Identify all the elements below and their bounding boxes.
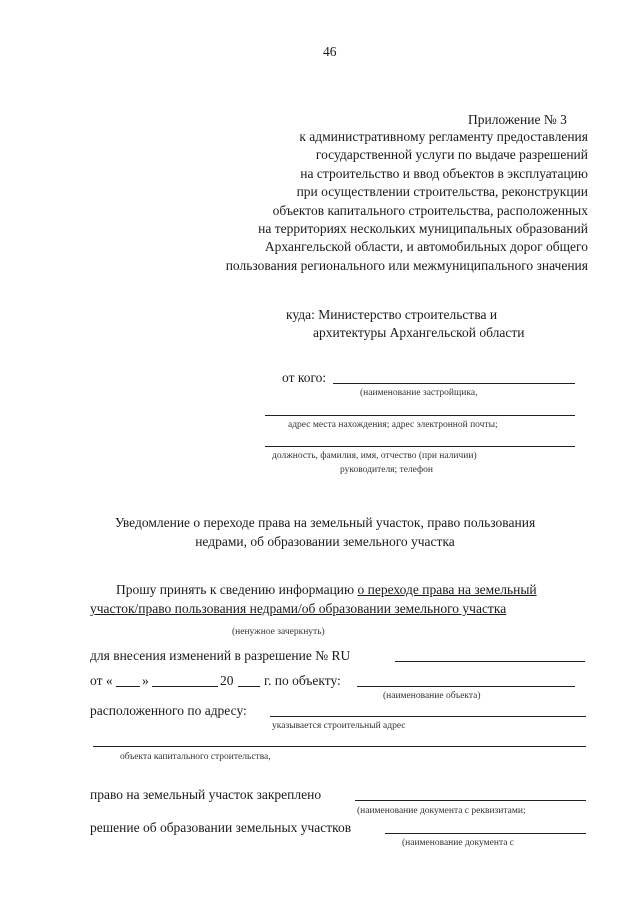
request-prefix: Прошу принять к сведению информацию bbox=[116, 582, 355, 597]
permit-number-field bbox=[395, 661, 585, 662]
address-field bbox=[270, 716, 586, 717]
request-text bbox=[116, 582, 537, 598]
date-month-field bbox=[152, 686, 218, 687]
heading-line-2: недрами, об образовании земельного участка bbox=[195, 534, 455, 549]
land-right-label: право на земельный участок закреплено bbox=[90, 787, 322, 802]
address-caption: указывается строительный адрес bbox=[272, 721, 406, 731]
address-label: расположенного по адресу: bbox=[90, 703, 247, 718]
sender-name-field bbox=[333, 383, 575, 384]
sender-caption-4: руководителя; телефон bbox=[340, 465, 433, 475]
appendix-line: Архангельской области, и автомобильных дорог общего bbox=[264, 239, 588, 255]
sender-label: от кого: bbox=[282, 370, 327, 385]
request-underlined-1: о переходе права на земельный bbox=[357, 582, 537, 597]
land-right-field bbox=[355, 800, 586, 801]
date-from: от « bbox=[90, 673, 113, 688]
strike-note: (ненужное зачеркнуть) bbox=[232, 627, 325, 637]
appendix-line: пользования регионального или межмуниципального значения bbox=[225, 257, 588, 273]
sender-address-field bbox=[265, 415, 575, 416]
appendix-line: на строительство и ввод объектов в эксплуатацию bbox=[300, 165, 588, 181]
land-right-caption: (наименование документа с реквизитами; bbox=[357, 806, 526, 816]
heading-line-1: Уведомление о переходе права на земельный участок, право пользования bbox=[114, 515, 536, 530]
sender-position-field bbox=[265, 446, 575, 447]
appendix-text bbox=[226, 128, 588, 275]
capital-caption: объекта капитального строительства, bbox=[120, 752, 271, 762]
appendix-line: объектов капитального строительства, расположенных bbox=[272, 202, 588, 218]
recipient-line-1: куда: Министерство строительства и bbox=[286, 307, 498, 322]
object-caption: (наименование объекта) bbox=[383, 691, 481, 701]
object-field bbox=[357, 686, 575, 687]
appendix-line: государственной услуги по выдаче разрешений bbox=[315, 147, 588, 163]
recipient-line-2: архитектуры Архангельской области bbox=[313, 325, 525, 340]
appendix-line: к административному регламенту предоставления bbox=[299, 129, 588, 144]
appendix-title: Приложение № 3 bbox=[468, 112, 567, 127]
appendix-line: при осуществлении строительства, реконструкции bbox=[296, 184, 588, 200]
sender-caption-1: (наименование застройщика, bbox=[360, 388, 478, 398]
permit-label: для внесения изменений в разрешение № RU bbox=[90, 648, 351, 663]
page-number: 46 bbox=[323, 44, 337, 59]
formation-label: решение об образовании земельных участков bbox=[90, 820, 352, 835]
appendix-line: на территориях нескольких муниципальных образований bbox=[258, 221, 588, 237]
sender-caption-3: должность, фамилия, имя, отчество (при наличии) bbox=[272, 451, 477, 461]
request-underlined-2: участок/право пользования недрами/об образовании земельного участка bbox=[90, 601, 507, 616]
date-day-field bbox=[116, 686, 140, 687]
object-label: г. по объекту: bbox=[264, 673, 341, 688]
date-quote: » bbox=[142, 673, 149, 688]
date-year-field bbox=[238, 686, 260, 687]
sender-caption-2: адрес места нахождения; адрес электронной почты; bbox=[288, 420, 498, 430]
formation-caption: (наименование документа с bbox=[402, 838, 515, 848]
formation-field bbox=[385, 833, 586, 834]
date-year-prefix: 20 bbox=[220, 673, 234, 688]
address-field-2 bbox=[93, 746, 586, 747]
